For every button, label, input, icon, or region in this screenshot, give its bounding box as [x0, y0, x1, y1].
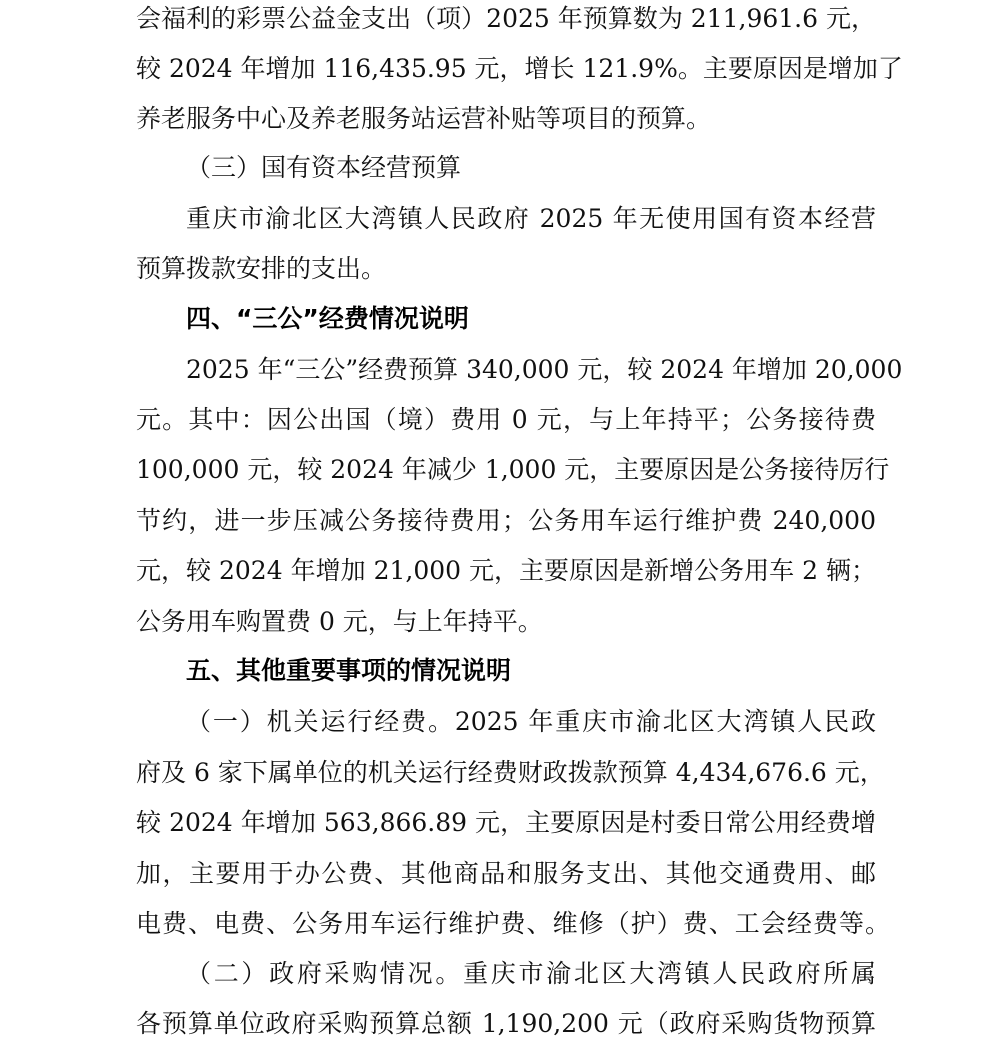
body-text-line: 2025 年“三公”经费预算 340,000 元，较 2024 年增加 20,000 [186, 355, 903, 384]
body-text-line: 公务用车购置费 0 元，与上年持平。 [136, 607, 543, 636]
body-text-line: 府及 6 家下属单位的机关运行经费财政拨款预算 4,434,676.6 元， [136, 758, 885, 787]
body-text-line: （二）政府采购情况。重庆市渝北区大湾镇人民政府所属 [186, 959, 876, 988]
body-text-line: 元，较 2024 年增加 21,000 元，主要原因是新增公务用车 2 辆； [136, 556, 876, 585]
section-heading: 四、“三公”经费情况说明 [186, 304, 469, 333]
body-text-line: 预算拨款安排的支出。 [136, 254, 387, 283]
body-text-line: 各预算单位政府采购预算总额 1,190,200 元（政府采购货物预算 [136, 1009, 876, 1038]
body-text-line: 加，主要用于办公费、其他商品和服务支出、其他交通费用、邮 [136, 859, 876, 888]
body-text-line: 电费、电费、公务用车运行维护费、维修（护）费、工会经费等。 [136, 909, 890, 938]
body-text-line: 养老服务中心及养老服务站运营补贴等项目的预算。 [136, 104, 712, 133]
section-heading: 五、其他重要事项的情况说明 [186, 656, 512, 685]
subsection-heading: （三）国有资本经营预算 [186, 153, 462, 182]
body-text-line: 较 2024 年增加 563,866.89 元，主要原因是村委日常公用经费增 [136, 808, 876, 837]
body-text-line: 较 2024 年增加 116,435.95 元，增长 121.9%。主要原因是增加了 [136, 54, 903, 83]
body-text-line: （一）机关运行经费。2025 年重庆市渝北区大湾镇人民政 [186, 707, 876, 736]
body-text-line: 元。其中：因公出国（境）费用 0 元，与上年持平；公务接待费 [136, 405, 876, 434]
body-text-line: 100,000 元，较 2024 年减少 1,000 元，主要原因是公务接待厉行 [136, 455, 890, 484]
body-text-line: 重庆市渝北区大湾镇人民政府 2025 年无使用国有资本经营 [186, 204, 876, 233]
body-text-line: 节约，进一步压减公务接待费用；公务用车运行维护费 240,000 [136, 506, 876, 535]
body-text-line: 会福利的彩票公益金支出（项）2025 年预算数为 211,961.6 元， [136, 4, 876, 33]
